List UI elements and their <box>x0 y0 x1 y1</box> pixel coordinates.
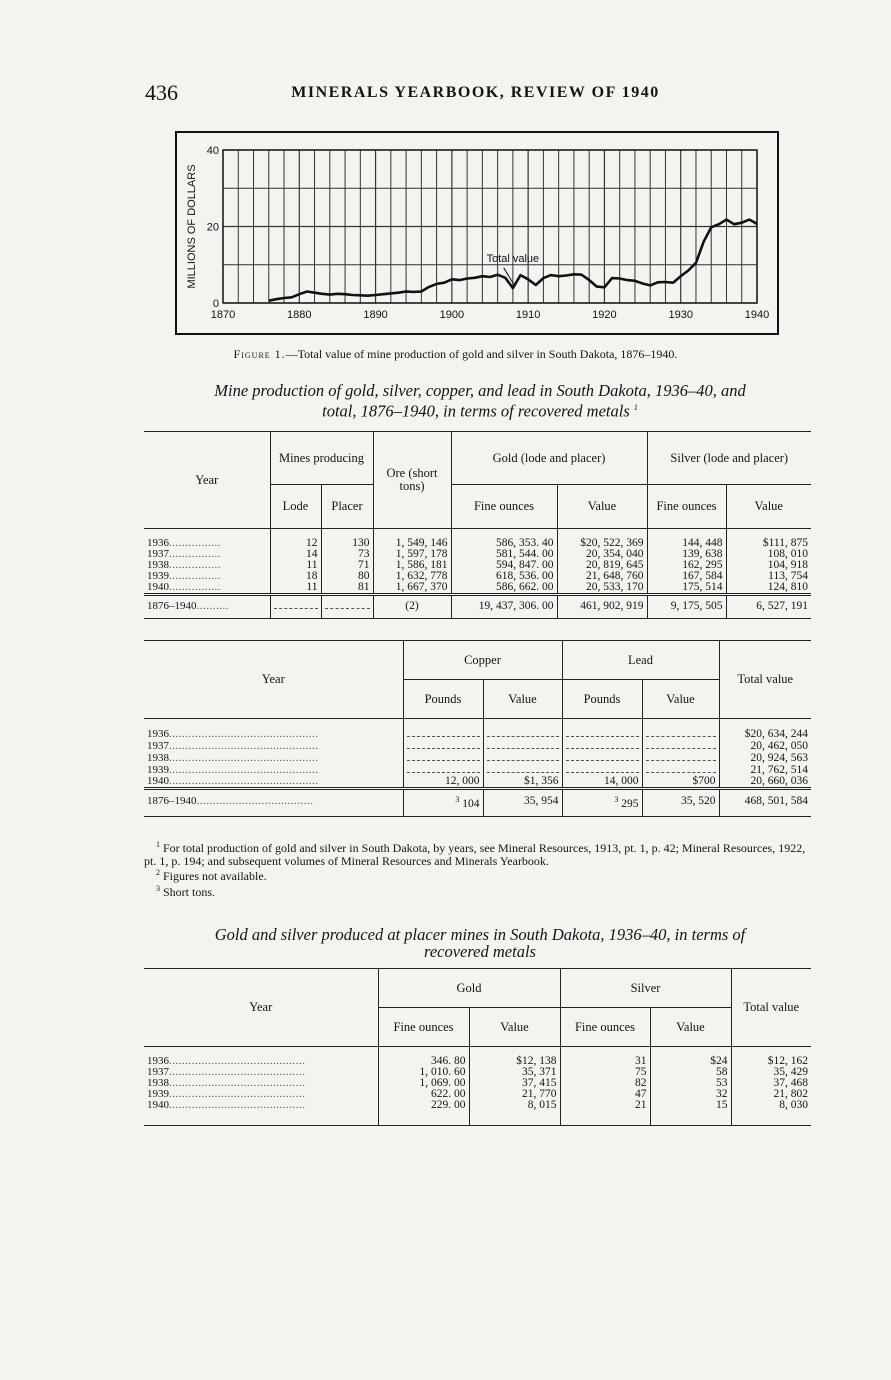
y-tick-label: 20 <box>206 221 219 234</box>
table-row: 1936.............................................. $20, 634, 244 <box>144 728 811 740</box>
table-1-title-line2: total, 1876–1940, in terms of recovered metals <box>322 401 630 421</box>
cell-silver-value: 113, 754 <box>726 571 811 582</box>
cell-silver-oz: 47 <box>560 1089 650 1100</box>
no-data-dash <box>487 752 559 761</box>
cell-lead-value: $700 <box>642 776 719 789</box>
table-1-title-footnote-ref: 1 <box>633 403 638 412</box>
figure-caption-text: —Total value of mine production of gold and silver in South Dakota, 1876–1940. <box>285 347 678 361</box>
cell-silver-value-total: 6, 527, 191 <box>726 595 811 619</box>
cell-placer: 80 <box>321 571 373 582</box>
col-header-silver-value: Value <box>726 485 811 529</box>
cell-ore: 1, 549, 146 <box>373 538 451 549</box>
table-1-gold-silver <box>144 431 811 619</box>
table-row: 1936.......................................... 346. 80 $12, 138 31 $24 $12, 162 <box>144 1056 811 1067</box>
cell-ore: 1, 632, 778 <box>373 571 451 582</box>
table-2-title-line2: recovered metals <box>424 942 536 961</box>
no-data-dash <box>646 752 716 761</box>
col-header-gold-fine-ounces: Fine ounces <box>378 1008 469 1047</box>
col-header-lead: Lead <box>562 641 719 680</box>
cell-silver-value: $24 <box>650 1056 731 1067</box>
cell-placer: 73 <box>321 549 373 560</box>
cell-silver-oz: 21 <box>560 1100 650 1126</box>
cell-silver-oz: 139, 638 <box>647 549 726 560</box>
cell-silver-value: $111, 875 <box>726 538 811 549</box>
row-year: 1940 <box>147 1099 169 1111</box>
footnote-ref: 3 <box>614 795 619 804</box>
cell-gold-oz: 594, 847. 00 <box>451 560 557 571</box>
table-row: 1937.......................................... 1, 010. 60 35, 371 75 58 35, 429 <box>144 1067 811 1078</box>
col-header-mines-producing: Mines producing <box>270 432 373 485</box>
row-year: 1936 <box>147 537 169 549</box>
cell-lode: 11 <box>270 582 321 595</box>
col-header-year: Year <box>144 641 403 719</box>
annotation-label: Total value <box>486 252 540 265</box>
row-year: 1936 <box>147 1055 169 1067</box>
cell-lode: 12 <box>270 538 321 549</box>
col-header-silver-value: Value <box>650 1008 731 1047</box>
footnote-1: For total production of gold and silver in South Dakota, by years, see Mineral Resources, 1913, pt. 1, p. 42; Mineral Resources, 1922, pt. 1, p. 194; and subsequent volumes of Mineral Resources and Minerals Yearbook. <box>144 841 806 868</box>
cell-gold-value: 21, 770 <box>469 1089 560 1100</box>
table-row: 1940.......................................... 229. 00 8, 015 21 15 8, 030 <box>144 1100 811 1126</box>
cell-placer: 130 <box>321 538 373 549</box>
row-year: 1939 <box>147 1088 169 1100</box>
cell-silver-oz: 144, 448 <box>647 538 726 549</box>
figure-caption-label: Figure 1. <box>233 347 286 361</box>
cell-total-value: 21, 802 <box>731 1089 811 1100</box>
x-tick-label: 1880 <box>287 309 312 321</box>
table-row: 1937................ 14 73 1, 597, 178 581, 544. 00 20, 354, 040 139, 638 108, 010 <box>144 549 811 560</box>
cell-total-value: 37, 468 <box>731 1078 811 1089</box>
cell-gold-value: 20, 354, 040 <box>557 549 647 560</box>
col-header-lead-value: Value <box>642 680 719 719</box>
x-tick-label: 1910 <box>515 309 541 321</box>
no-data-dash <box>407 764 480 773</box>
cell-lead-pounds: 14, 000 <box>562 776 642 789</box>
table-row: 1938.............................................. 20, 924, 563 <box>144 752 811 764</box>
table-2-placer <box>144 968 811 1126</box>
y-axis-label: MILLIONS OF DOLLARS <box>186 164 198 289</box>
cell-silver-oz: 167, 584 <box>647 571 726 582</box>
row-year: 1940 <box>147 775 169 787</box>
cell-gold-value: $12, 138 <box>469 1056 560 1067</box>
col-header-silver: Silver <box>560 969 731 1008</box>
cell-ore: 1, 667, 370 <box>373 582 451 595</box>
table-row: 1937.............................................. 20, 462, 050 <box>144 740 811 752</box>
row-year: 1938 <box>147 1077 169 1089</box>
cell-gold-oz: 618, 536. 00 <box>451 571 557 582</box>
cell-gold-oz: 1, 010. 60 <box>378 1067 469 1078</box>
table-total-row: 1876–1940.................................... $^3$ 104 35, 954 $^3$ 295 35, 520 468, 501, 584 <box>144 789 811 817</box>
col-header-copper-value: Value <box>483 680 562 719</box>
footnote-3: Short tons. <box>163 884 216 899</box>
cell-total-value: 8, 030 <box>731 1100 811 1126</box>
cell-copper-pounds-total: 104 <box>462 797 480 810</box>
col-header-gold-value: Value <box>469 1008 560 1047</box>
cell-copper-value: $1, 356 <box>483 776 562 789</box>
table-1-copper-lead <box>144 640 811 817</box>
table-row: 1939.......................................... 622. 00 21, 770 47 32 21, 802 <box>144 1089 811 1100</box>
table-2-title-line1: Gold and silver produced at placer mines in South Dakota, 1936–40, in terms of <box>214 925 746 944</box>
x-tick-label: 1930 <box>668 309 693 321</box>
no-data-dash <box>646 740 716 749</box>
col-header-gold: Gold <box>378 969 560 1008</box>
cell-silver-oz: 162, 295 <box>647 560 726 571</box>
cell-total-value: 35, 429 <box>731 1067 811 1078</box>
no-data-dash <box>566 740 639 749</box>
figure-1-frame <box>175 131 779 335</box>
col-header-gold-fine-ounces: Fine ounces <box>451 485 557 529</box>
row-year: 1938 <box>147 751 169 764</box>
no-data-dash <box>566 764 639 773</box>
x-tick-label: 1890 <box>363 309 388 321</box>
no-data-dash <box>407 740 480 749</box>
cell-total-value: 20, 660, 036 <box>719 776 811 789</box>
no-data-dash <box>407 752 480 761</box>
cell-silver-value: 104, 918 <box>726 560 811 571</box>
cell-lead-value-total: 35, 520 <box>642 789 719 817</box>
cell-gold-value: 20, 819, 645 <box>557 560 647 571</box>
footnote-2: Figures not available. <box>163 869 267 883</box>
row-year: 1939 <box>147 570 169 582</box>
no-data-dash <box>325 600 370 609</box>
cell-total-value: $12, 162 <box>731 1056 811 1067</box>
cell-total-value-total: 468, 501, 584 <box>719 789 811 817</box>
row-year: 1940 <box>147 581 169 593</box>
cell-gold-oz: 229. 00 <box>378 1100 469 1126</box>
cell-gold-value: 20, 533, 170 <box>557 582 647 595</box>
footnote-1-mark: 1 <box>156 840 160 849</box>
row-year: 1937 <box>147 548 169 560</box>
cell-silver-value: 53 <box>650 1078 731 1089</box>
cell-copper-pounds: 12, 000 <box>403 776 483 789</box>
cell-lode: 14 <box>270 549 321 560</box>
table-row: 1940.............................................. 12, 000 $1, 356 14, 000 $700 20, 660, 036 <box>144 776 811 789</box>
footnote-3-mark: 3 <box>156 883 160 893</box>
cell-silver-oz-total: 9, 175, 505 <box>647 595 726 619</box>
x-tick-label: 1940 <box>744 309 770 321</box>
cell-gold-value: 21, 648, 760 <box>557 571 647 582</box>
col-header-total-value: Total value <box>731 969 811 1047</box>
cell-ore: 1, 586, 181 <box>373 560 451 571</box>
cell-silver-oz: 31 <box>560 1056 650 1067</box>
cell-gold-value: 35, 371 <box>469 1067 560 1078</box>
figure-1-chart <box>177 133 777 333</box>
cell-silver-value: 15 <box>650 1100 731 1126</box>
x-tick-label: 1870 <box>210 309 236 321</box>
total-year: 1876–1940 <box>147 599 197 612</box>
cell-total-value: $20, 634, 244 <box>719 728 811 740</box>
table-row: 1939................ 18 80 1, 632, 778 618, 536. 00 21, 648, 760 167, 584 113, 754 <box>144 571 811 582</box>
col-header-lead-pounds: Pounds <box>562 680 642 719</box>
cell-gold-oz: 1, 069. 00 <box>378 1078 469 1089</box>
no-data-dash <box>566 752 639 761</box>
cell-silver-value: 124, 810 <box>726 582 811 595</box>
cell-gold-oz: 622. 00 <box>378 1089 469 1100</box>
col-header-year: Year <box>144 969 378 1047</box>
table-total-row: 1876–1940.......... (2) 19, 437, 306. 00 461, 902, 919 9, 175, 505 6, 527, 191 <box>144 595 811 619</box>
col-header-total-value: Total value <box>719 641 811 719</box>
table-row: 1938................ 11 71 1, 586, 181 594, 847. 00 20, 819, 645 162, 295 104, 918 <box>144 560 811 571</box>
cell-ore: 1, 597, 178 <box>373 549 451 560</box>
no-data-dash <box>487 728 559 737</box>
col-header-lode: Lode <box>270 485 321 529</box>
row-year: 1939 <box>147 763 169 776</box>
cell-ore-total: (2) <box>373 595 451 619</box>
cell-gold-value: 37, 415 <box>469 1078 560 1089</box>
cell-gold-value: 8, 015 <box>469 1100 560 1126</box>
col-header-ore: Ore (short tons) <box>373 432 451 529</box>
x-tick-label: 1900 <box>439 309 465 321</box>
cell-silver-oz: 82 <box>560 1078 650 1089</box>
cell-gold-oz-total: 19, 437, 306. 00 <box>451 595 557 619</box>
footnote-ref: 3 <box>455 795 460 804</box>
no-data-dash <box>646 764 716 773</box>
no-data-dash <box>274 600 318 609</box>
x-tick-label: 1920 <box>592 309 617 321</box>
row-year: 1936 <box>147 727 169 740</box>
col-header-silver-fine-ounces: Fine ounces <box>560 1008 650 1047</box>
cell-total-value: 20, 924, 563 <box>719 752 811 764</box>
cell-total-value: 21, 762, 514 <box>719 764 811 776</box>
table-1-title-line1: Mine production of gold, silver, copper, and lead in South Dakota, 1936–40, and <box>214 381 746 400</box>
cell-silver-oz: 75 <box>560 1067 650 1078</box>
col-header-year: Year <box>144 432 270 529</box>
cell-lode: 18 <box>270 571 321 582</box>
cell-lead-pounds-total: 295 <box>621 797 639 810</box>
figure-caption <box>0 347 891 362</box>
cell-gold-value: $20, 522, 369 <box>557 538 647 549</box>
cell-lode: 11 <box>270 560 321 571</box>
running-head: MINERALS YEARBOOK, REVIEW OF 1940 <box>291 84 660 101</box>
cell-placer: 81 <box>321 582 373 595</box>
cell-silver-value: 32 <box>650 1089 731 1100</box>
table-row: 1939.............................................. 21, 762, 514 <box>144 764 811 776</box>
footnotes <box>144 839 812 898</box>
cell-placer: 71 <box>321 560 373 571</box>
y-tick-label: 40 <box>206 145 219 157</box>
cell-silver-value: 108, 010 <box>726 549 811 560</box>
total-year: 1876–1940 <box>147 795 197 808</box>
table-row: 1938.......................................... 1, 069. 00 37, 415 82 53 37, 468 <box>144 1078 811 1089</box>
table-row: 1940................ 11 81 1, 667, 370 586, 662. 00 20, 533, 170 175, 514 124, 810 <box>144 582 811 595</box>
col-header-silver-fine-ounces: Fine ounces <box>647 485 726 529</box>
cell-gold-oz: 586, 353. 40 <box>451 538 557 549</box>
no-data-dash <box>566 728 639 737</box>
cell-gold-oz: 346. 80 <box>378 1056 469 1067</box>
table-2-title <box>140 926 820 960</box>
row-year: 1937 <box>147 1066 169 1078</box>
cell-silver-oz: 175, 514 <box>647 582 726 595</box>
no-data-dash <box>487 764 559 773</box>
col-header-copper: Copper <box>403 641 562 680</box>
col-header-silver: Silver (lode and placer) <box>647 432 811 485</box>
col-header-copper-pounds: Pounds <box>403 680 483 719</box>
row-year: 1937 <box>147 739 169 752</box>
y-tick-label: 0 <box>212 298 219 310</box>
col-header-gold-value: Value <box>557 485 647 529</box>
footnote-2-mark: 2 <box>156 868 160 877</box>
row-year: 1938 <box>147 559 169 571</box>
cell-gold-oz: 586, 662. 00 <box>451 582 557 595</box>
table-row: 1936................ 12 130 1, 549, 146 586, 353. 40 $20, 522, 369 144, 448 $111, 875 <box>144 538 811 549</box>
page-number: 436 <box>145 80 178 105</box>
no-data-dash <box>487 740 559 749</box>
no-data-dash <box>646 728 716 737</box>
table-1-title <box>140 382 820 420</box>
cell-copper-value-total: 35, 954 <box>483 789 562 817</box>
col-header-gold: Gold (lode and placer) <box>451 432 647 485</box>
cell-gold-oz: 581, 544. 00 <box>451 549 557 560</box>
col-header-placer: Placer <box>321 485 373 529</box>
no-data-dash <box>407 728 480 737</box>
cell-gold-value-total: 461, 902, 919 <box>557 595 647 619</box>
cell-silver-value: 58 <box>650 1067 731 1078</box>
cell-total-value: 20, 462, 050 <box>719 740 811 752</box>
